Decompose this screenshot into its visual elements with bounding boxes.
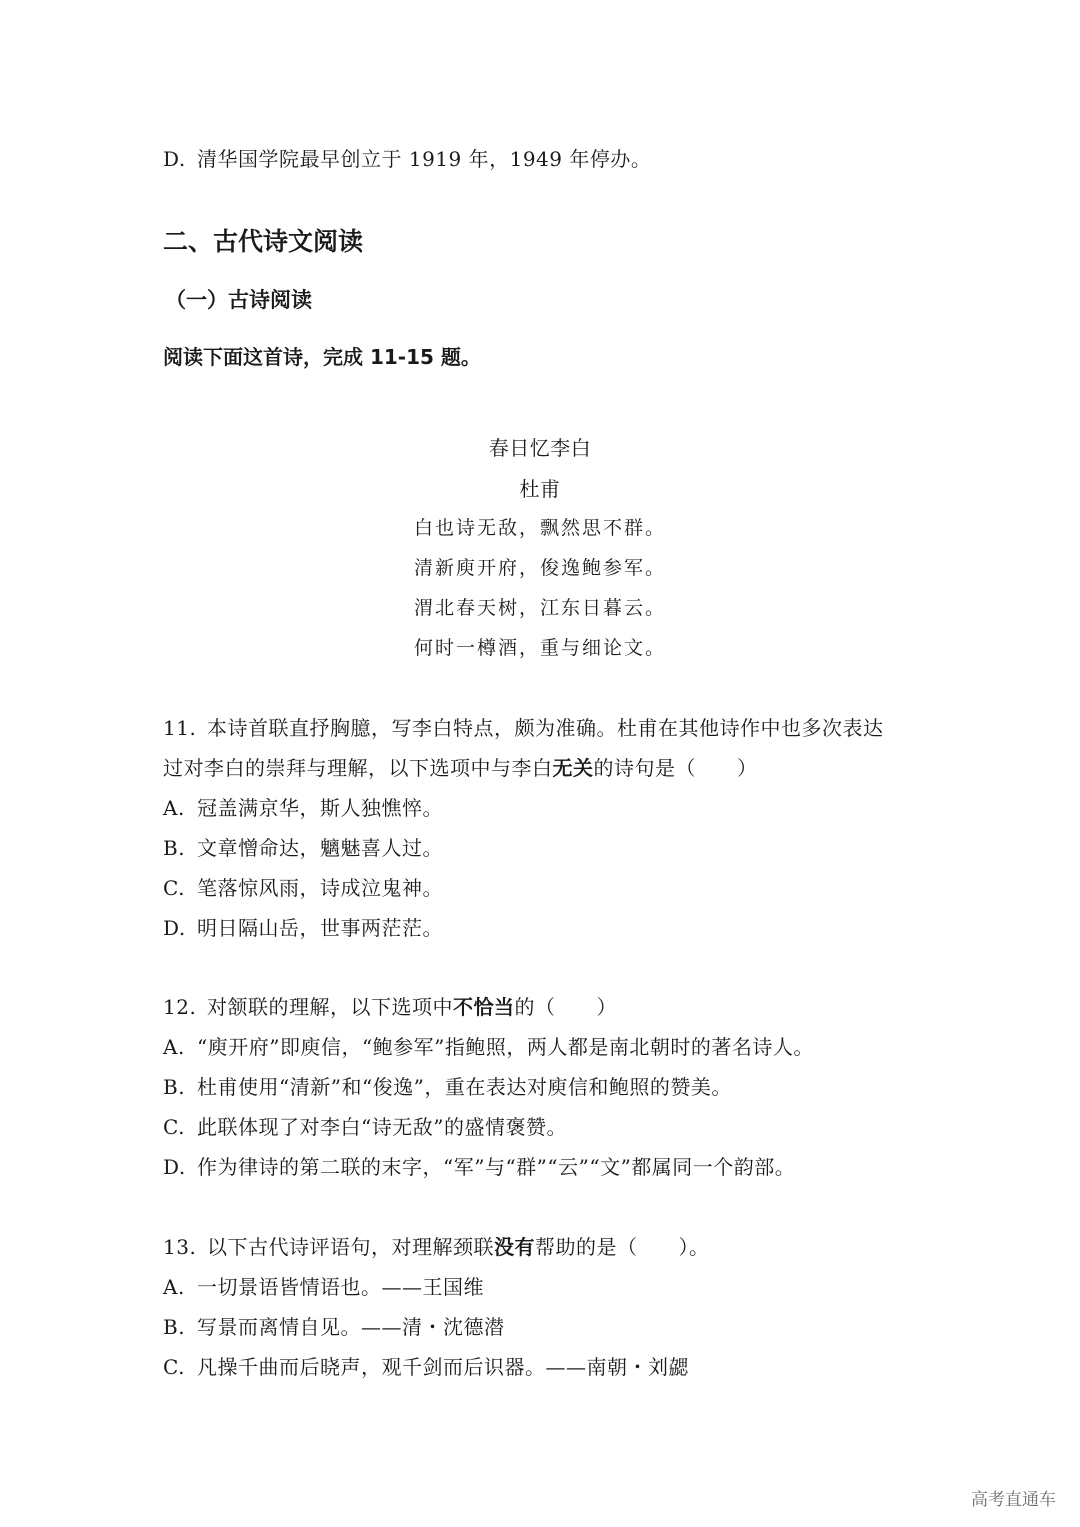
option-text: 笔落惊风雨，诗成泣鬼神。 [197, 876, 443, 900]
option-text: 文章憎命达，魑魅喜人过。 [197, 836, 443, 860]
option-letter: D. [163, 916, 186, 940]
option-letter: B. [163, 1075, 186, 1099]
q12-option-c [163, 1111, 567, 1140]
option-text: 杜甫使用“清新”和“俊逸”，重在表达对庾信和鲍照的赞美。 [197, 1075, 732, 1099]
section-heading: 二、古代诗文阅读 [163, 227, 364, 256]
q12-option-b [163, 1071, 732, 1100]
option-text: 清华国学院最早创立于 1919 年，1949 年停办。 [197, 147, 652, 171]
option-letter: B. [163, 836, 186, 860]
option-letter: D. [163, 1155, 186, 1179]
q12-option-a [163, 1031, 814, 1060]
q11-option-a [163, 792, 443, 821]
option-letter: D. [163, 147, 186, 171]
q11-stem-line2 [163, 752, 758, 781]
question-text: 过对李白的崇拜与理解，以下选项中与李白 [163, 756, 553, 780]
option-text: 此联体现了对李白“诗无敌”的盛情褒赞。 [197, 1115, 567, 1139]
q12-option-d [163, 1151, 795, 1180]
poem-line: 清新庾开府，俊逸鲍参军。 [413, 557, 666, 579]
option-text: 凡操千曲而后晓声，观千剑而后识器。——南朝・刘勰 [197, 1355, 689, 1379]
option-text: 冠盖满京华，斯人独憔悴。 [197, 796, 443, 820]
option-letter: A. [163, 1275, 185, 1299]
q12-stem [163, 991, 617, 1020]
q11-option-b [163, 832, 443, 861]
option-letter: C. [163, 1115, 185, 1139]
poem-line: 何时一樽酒，重与细论文。 [413, 637, 666, 659]
question-text: 本诗首联直抒胸臆，写李白特点，颇为准确。杜甫在其他诗作中也多次表达 [207, 716, 884, 740]
poem-line: 渭北春天树，江东日暮云。 [413, 597, 666, 619]
option-letter: C. [163, 1355, 185, 1379]
option-text: 一切景语皆情语也。——王国维 [197, 1275, 484, 1299]
option-letter: B. [163, 1315, 186, 1339]
option-letter: C. [163, 876, 185, 900]
option-text: 作为律诗的第二联的末字，“军”与“群”“云”“文”都属同一个韵部。 [197, 1155, 796, 1179]
q13-option-b [163, 1311, 505, 1340]
option-letter: A. [163, 796, 185, 820]
subsection-heading: （一）古诗阅读 [165, 288, 312, 312]
question-number: 12. [163, 995, 197, 1019]
q11-option-d [163, 912, 443, 941]
question-text: 帮助的是（ ）。 [535, 1235, 710, 1259]
q13-option-a [163, 1271, 484, 1300]
option-letter: A. [163, 1035, 185, 1059]
poem-author: 杜甫 [519, 477, 561, 501]
option-text: 明日隔山岳，世事两茫茫。 [197, 916, 443, 940]
q11-stem-line1 [163, 712, 884, 741]
emphasis-text: 没有 [494, 1235, 535, 1259]
option-text: “庾开府”即庾信，“鲍参军”指鲍照，两人都是南北朝时的著名诗人。 [197, 1035, 814, 1059]
watermark: 高考直通车 [971, 1490, 1056, 1510]
question-number: 13. [163, 1235, 197, 1259]
question-text: 对颔联的理解，以下选项中 [207, 995, 453, 1019]
poem-line: 白也诗无敌，飘然思不群。 [413, 517, 666, 539]
q10-option-d [163, 143, 651, 172]
q13-option-c [163, 1351, 689, 1380]
question-text: 的（ ） [514, 995, 617, 1019]
question-text: 以下古代诗评语句，对理解颈联 [207, 1235, 494, 1259]
q13-stem [163, 1231, 710, 1260]
reading-instruction: 阅读下面这首诗，完成 11-15 题。 [163, 345, 481, 369]
option-text: 写景而离情自见。——清・沈德潜 [197, 1315, 505, 1339]
question-text: 的诗句是（ ） [593, 756, 758, 780]
poem-title: 春日忆李白 [488, 436, 592, 460]
q11-option-c [163, 872, 443, 901]
emphasis-text: 无关 [552, 756, 594, 780]
emphasis-text: 不恰当 [453, 995, 515, 1019]
question-number: 11. [163, 716, 197, 740]
